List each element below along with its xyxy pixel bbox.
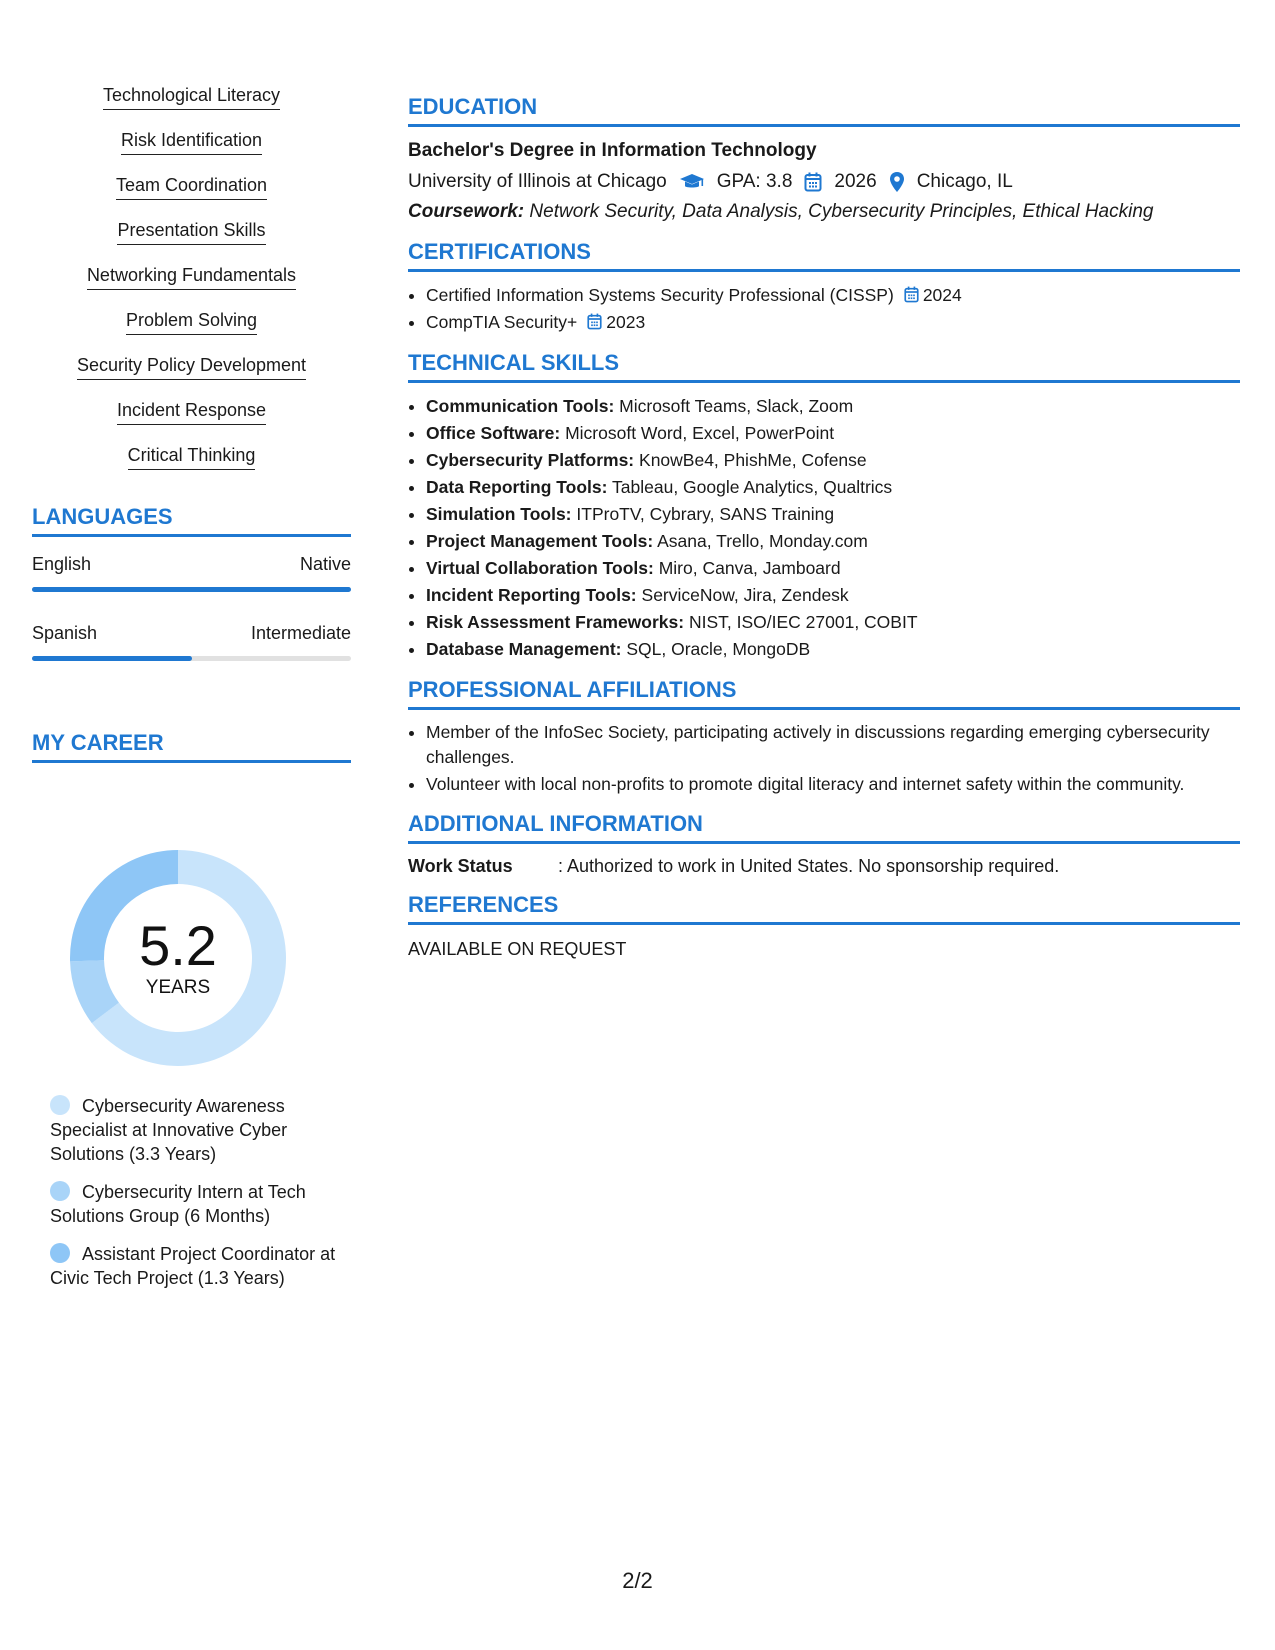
graduation-year: 2026 bbox=[834, 171, 877, 192]
technical-skill-label: Communication Tools: bbox=[426, 396, 615, 416]
legend-color-dot bbox=[50, 1181, 70, 1201]
certifications-list bbox=[408, 282, 1240, 336]
left-column bbox=[32, 84, 351, 1288]
skill-label: Problem Solving bbox=[126, 309, 257, 335]
skill-label: Security Policy Development bbox=[77, 354, 306, 380]
career-legend-label: Assistant Project Coordinator at Civic Tech Project (1.3 Years) bbox=[50, 1244, 336, 1288]
career-legend-label: Cybersecurity Intern at Tech Solutions Group (6 Months) bbox=[50, 1182, 306, 1226]
technical-skill-value: ServiceNow, Jira, Zendesk bbox=[641, 585, 849, 605]
skill-item bbox=[32, 399, 351, 444]
language-proficiency-bar bbox=[32, 656, 351, 661]
technical-skill-value: Microsoft Word, Excel, PowerPoint bbox=[565, 423, 835, 443]
language-level: Intermediate bbox=[250, 623, 351, 643]
technical-skill-value: Tableau, Google Analytics, Qualtrics bbox=[612, 477, 893, 497]
technical-skill-label: Simulation Tools: bbox=[426, 504, 572, 524]
coursework-list: Network Security, Data Analysis, Cybersecurity Principles, Ethical Hacking bbox=[529, 201, 1154, 222]
education-section bbox=[408, 94, 1240, 225]
degree-title: Bachelor's Degree in Information Technology bbox=[408, 140, 817, 161]
career-section bbox=[32, 730, 351, 763]
career-total-unit: YEARS bbox=[145, 977, 211, 998]
skill-item bbox=[32, 354, 351, 399]
page-indicator: 2/2 bbox=[622, 1568, 653, 1593]
education-title: EDUCATION bbox=[408, 94, 1240, 127]
skill-label: Networking Fundamentals bbox=[87, 264, 296, 290]
language-name: Spanish bbox=[32, 623, 98, 643]
technical-skill-label: Virtual Collaboration Tools: bbox=[426, 558, 654, 578]
languages-list bbox=[32, 553, 351, 661]
language-item bbox=[32, 622, 351, 661]
skill-item bbox=[32, 444, 351, 489]
career-legend-item bbox=[50, 1242, 340, 1290]
technical-skill-label: Project Management Tools: bbox=[426, 531, 654, 551]
references-text: AVAILABLE ON REQUEST bbox=[408, 939, 627, 959]
skill-item bbox=[32, 174, 351, 219]
technical-skill-label: Cybersecurity Platforms: bbox=[426, 450, 635, 470]
languages-title: LANGUAGES bbox=[32, 504, 351, 537]
certification-name: CompTIA Security+ bbox=[426, 312, 578, 332]
certification-year: 2023 bbox=[606, 312, 646, 332]
school-location: Chicago, IL bbox=[916, 171, 1013, 192]
location-pin-icon bbox=[889, 171, 905, 193]
technical-skill-label: Incident Reporting Tools: bbox=[426, 585, 637, 605]
calendar-icon bbox=[804, 172, 822, 192]
skill-item bbox=[32, 309, 351, 354]
affiliation-item: • Volunteer with local non-profits to promote digital literacy and internet safety within the community. bbox=[426, 772, 1240, 797]
affiliations-title: PROFESSIONAL AFFILIATIONS bbox=[408, 677, 1240, 710]
additional-info-section bbox=[408, 811, 1240, 878]
career-legend-item bbox=[50, 1094, 340, 1166]
legend-color-dot bbox=[50, 1243, 70, 1263]
skill-item bbox=[32, 84, 351, 129]
education-details bbox=[408, 169, 1240, 195]
school-name: University of Illinois at Chicago bbox=[408, 171, 667, 192]
graduation-cap-icon bbox=[679, 173, 705, 191]
language-item bbox=[32, 553, 351, 592]
technical-skills-title: TECHNICAL SKILLS bbox=[408, 350, 1240, 383]
certifications-section bbox=[408, 239, 1240, 336]
calendar-icon bbox=[587, 313, 602, 330]
language-proficiency-bar bbox=[32, 587, 351, 592]
skill-label: Critical Thinking bbox=[128, 444, 256, 470]
references-section bbox=[408, 892, 1240, 961]
technical-skill-label: Database Management: bbox=[426, 639, 622, 659]
career-donut-center bbox=[66, 846, 290, 1070]
language-proficiency-fill bbox=[32, 587, 351, 592]
right-column bbox=[408, 94, 1240, 975]
skill-label: Risk Identification bbox=[121, 129, 262, 155]
technical-skills-section bbox=[408, 350, 1240, 663]
gpa-value: GPA: 3.8 bbox=[716, 171, 793, 192]
technical-skill-item bbox=[426, 501, 1240, 528]
legend-color-dot bbox=[50, 1095, 70, 1115]
technical-skills-list bbox=[408, 393, 1240, 663]
skill-label: Presentation Skills bbox=[117, 219, 265, 245]
skill-item bbox=[32, 129, 351, 174]
career-title: MY CAREER bbox=[32, 730, 351, 763]
work-status-row bbox=[408, 854, 1240, 878]
language-proficiency-fill bbox=[32, 656, 192, 661]
career-legend-label: Cybersecurity Awareness Specialist at Innovative Cyber Solutions (3.3 Years) bbox=[50, 1096, 288, 1164]
coursework-label: Coursework: bbox=[408, 201, 525, 222]
certification-name: Certified Information Systems Security Professional (CISSP) bbox=[426, 285, 894, 305]
certification-year: 2024 bbox=[922, 285, 962, 305]
skills-list bbox=[32, 84, 351, 489]
technical-skill-item bbox=[426, 528, 1240, 555]
skill-item bbox=[32, 264, 351, 309]
technical-skill-item bbox=[426, 609, 1240, 636]
technical-skill-item bbox=[426, 636, 1240, 663]
career-total-years: 5.2 bbox=[139, 914, 217, 977]
technical-skill-value: ITProTV, Cybrary, SANS Training bbox=[576, 504, 835, 524]
technical-skill-item bbox=[426, 447, 1240, 474]
language-row bbox=[32, 622, 351, 644]
technical-skill-value: KnowBe4, PhishMe, Cofense bbox=[639, 450, 867, 470]
technical-skill-item bbox=[426, 474, 1240, 501]
work-status-value: : Authorized to work in United States. No sponsorship required. bbox=[558, 856, 1060, 876]
affiliations-list bbox=[408, 720, 1240, 797]
calendar-icon bbox=[904, 286, 919, 303]
skill-label: Incident Response bbox=[117, 399, 266, 425]
additional-info-title: ADDITIONAL INFORMATION bbox=[408, 811, 1240, 844]
coursework bbox=[408, 199, 1240, 225]
technical-skill-label: Office Software: bbox=[426, 423, 561, 443]
work-status-label: Work Status bbox=[408, 856, 513, 876]
skill-item bbox=[32, 219, 351, 264]
technical-skill-value: Microsoft Teams, Slack, Zoom bbox=[619, 396, 854, 416]
technical-skill-value: NIST, ISO/IEC 27001, COBIT bbox=[688, 612, 918, 632]
career-donut-chart bbox=[66, 846, 290, 1070]
career-legend-item bbox=[50, 1180, 340, 1228]
skill-label: Team Coordination bbox=[116, 174, 267, 200]
skill-label: Technological Literacy bbox=[103, 84, 280, 110]
references-title: REFERENCES bbox=[408, 892, 1240, 925]
technical-skill-item bbox=[426, 420, 1240, 447]
technical-skill-value: SQL, Oracle, MongoDB bbox=[626, 639, 811, 659]
certification-item bbox=[426, 282, 1240, 309]
affiliations-section bbox=[408, 677, 1240, 797]
affiliation-item: • Member of the InfoSec Society, participating actively in discussions regarding emerging cybersecurity challenges. bbox=[426, 720, 1240, 770]
technical-skill-item bbox=[426, 582, 1240, 609]
technical-skill-value: Asana, Trello, Monday.com bbox=[657, 531, 868, 551]
career-legend bbox=[50, 1094, 340, 1304]
certification-item bbox=[426, 309, 1240, 336]
technical-skill-item bbox=[426, 555, 1240, 582]
technical-skill-label: Risk Assessment Frameworks: bbox=[426, 612, 685, 632]
technical-skill-item bbox=[426, 393, 1240, 420]
technical-skill-label: Data Reporting Tools: bbox=[426, 477, 608, 497]
certifications-title: CERTIFICATIONS bbox=[408, 239, 1240, 272]
language-level: Native bbox=[299, 554, 351, 574]
languages-section bbox=[32, 504, 351, 661]
language-name: English bbox=[32, 554, 92, 574]
technical-skill-value: Miro, Canva, Jamboard bbox=[658, 558, 841, 578]
language-row bbox=[32, 553, 351, 575]
